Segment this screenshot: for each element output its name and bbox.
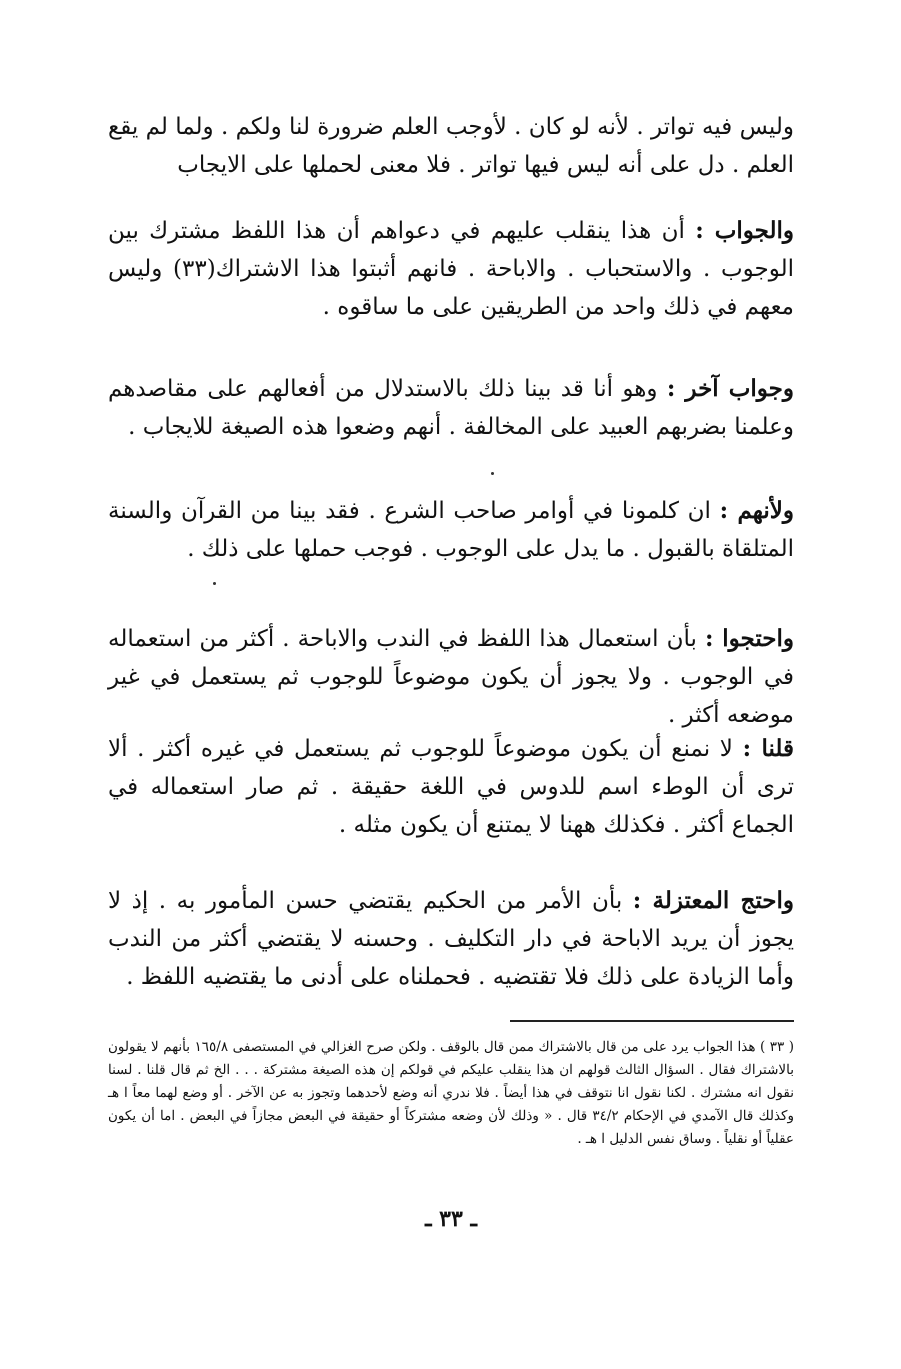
paragraph-6: [108, 730, 794, 844]
paragraph-4-lead: ولأنهم :: [719, 497, 794, 524]
paragraph-2-text: أن هذا ينقلب عليهم في دعواهم أن هذا اللفظ مشترك بين الوجوب . والاستحباب . والاباحة . فانهم أثبتوا هذا الاشتراك(٣٣) وليس معهم في ذلك واحد من الطريقين على ما ساقوه .: [108, 218, 794, 320]
paragraph-6-text: لا نمنع أن يكون موضوعاً للوجوب ثم يستعمل في غيره أكثر . ألا ترى أن الوطء اسم للدوس في اللغة حقيقة . ثم صار استعماله في الجماع أكثر . فكذلك ههنا لا يمتنع أن يكون مثله .: [108, 736, 794, 838]
page-number: ـ ٣٣ ـ: [425, 1206, 477, 1232]
paragraph-7: [108, 882, 794, 996]
paragraph-1-text: وليس فيه تواتر . لأنه لو كان . لأوجب العلم ضرورة لنا ولكم . ولما لم يقع العلم . دل على أنه ليس فيها تواتر . فلا معنى لحملها على الايجاب: [108, 114, 794, 178]
paragraph-1: [108, 108, 794, 184]
paragraph-3-lead: وجواب آخر :: [666, 375, 794, 402]
stray-mark: [213, 582, 216, 585]
paragraph-3-text: وهو أنا قد بينا ذلك بالاستدلال من أفعالهم على مقاصدهم وعلمنا بضربهم العبيد على المخالفة . أنهم وضعوا هذه الصيغة للايجاب .: [108, 376, 794, 440]
paragraph-4-text: ان كلمونا في أوامر صاحب الشرع . فقد بينا من القرآن والسنة المتلقاة بالقبول . ما يدل على الوجوب . فوجب حملها على ذلك .: [108, 498, 794, 562]
paragraph-7-text: بأن الأمر من الحكيم يقتضي حسن المأمور به . إذ لا يجوز أن يريد الاباحة في دار التكليف . وحسنه لا يقتضي أكثر من الندب وأما الزيادة على ذلك فلا تقتضيه . فحملناه على أدنى ما يقتضيه اللفظ .: [108, 888, 794, 990]
footnote-33: ( ٣٣ ) هذا الجواب يرد على من قال بالاشتراك ممن قال بالوقف . ولكن صرح الغزالي في المستصفى ١٦٥/٨ بأنهم لا يقولون بالاشتراك فقال . السؤال الثالث قولهم ان هذا ينقلب عليكم في قولكم إن هذه الصيغة مشتركة . . . الخ ثم قال قلنا . لسنا نقول انه مشترك . لكنا نقول انا نتوقف في هذا أيضاً . فلا ندري أنه وضع لأحدهما وتجوز به عن الآخر . أو وضع لهما معاً ا هـ وكذلك قال الآمدي في الإحكام ٣٤/٢ قال . « وذلك لأن وضعه مشتركاً أو حقيقة في البعض مجازاً في البعض . اما أن يكون عقلياً أو نقلياً . وساق نفس الدليل ا هـ .: [108, 1039, 794, 1147]
footnote-separator: [510, 1020, 794, 1022]
paragraph-6-lead: قلنا :: [742, 735, 794, 762]
paragraph-4: [108, 492, 794, 568]
paragraph-3: [108, 370, 794, 446]
paragraph-5-lead: واحتجوا :: [704, 625, 794, 652]
paragraph-2: [108, 212, 794, 326]
paragraph-5-text: بأن استعمال هذا اللفظ في الندب والاباحة . أكثر من استعماله في الوجوب . ولا يجوز أن يكون موضوعاً للوجوب ثم يستعمل في غير موضعه أكثر .: [108, 626, 794, 728]
paragraph-7-lead: واحتج المعتزلة :: [632, 887, 794, 914]
paragraph-2-lead: والجواب :: [695, 217, 794, 244]
stray-mark: [491, 472, 494, 475]
paragraph-5: [108, 620, 794, 734]
